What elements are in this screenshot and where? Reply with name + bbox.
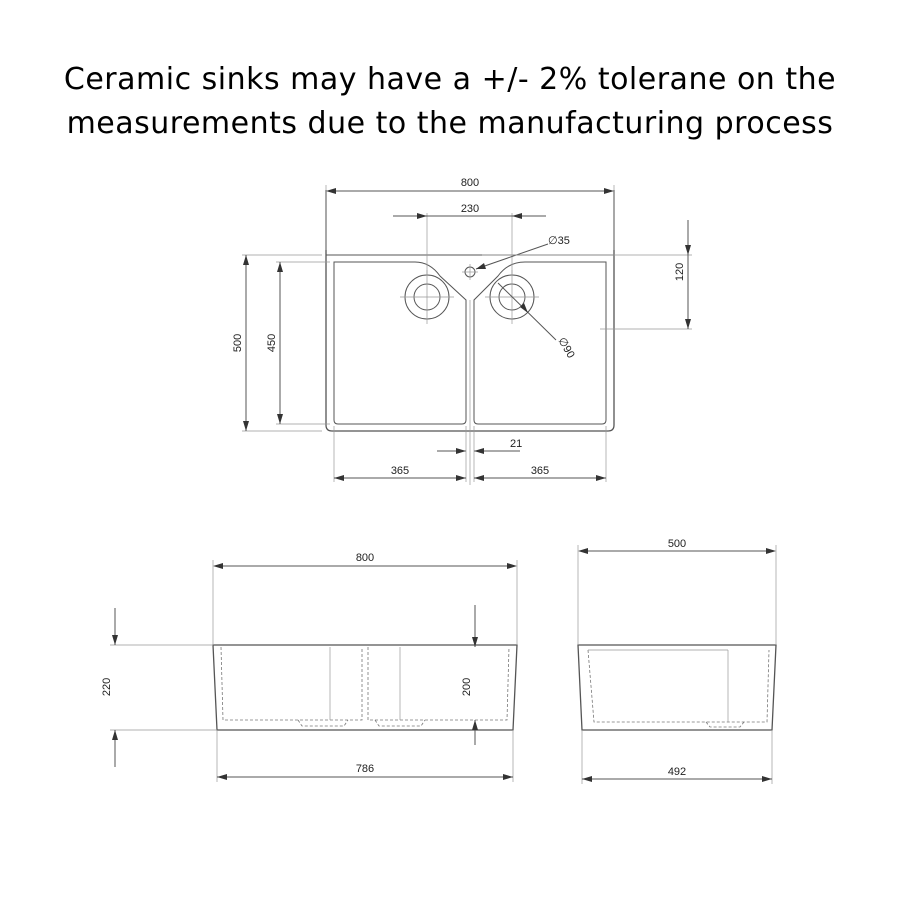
side-view: [578, 538, 776, 784]
dim-front-bottom-width: [217, 730, 513, 782]
dim-label-450: 450: [266, 333, 278, 353]
dim-label-786: 786: [355, 763, 375, 775]
front-right-bowl-hidden: [368, 647, 509, 720]
dim-label-front-800: 800: [355, 552, 375, 564]
dim-side-top-depth: [578, 538, 776, 645]
side-view-outline: [578, 645, 776, 730]
dim-tap-offset: [482, 220, 692, 329]
dim-front-bowl-height: [461, 605, 478, 745]
tolerance-note-line-2: measurements due to the manufacturing process: [66, 106, 834, 141]
dim-label-21: 21: [510, 438, 523, 450]
dim-label-500: 500: [232, 333, 244, 353]
dim-waste-diameter: [498, 283, 577, 360]
dim-label-492: 492: [667, 766, 687, 778]
dim-label-35: ∅35: [548, 235, 570, 247]
dim-tap-hole-diameter: [476, 235, 570, 269]
dim-label-90: ∅90: [555, 335, 577, 361]
dim-label-365-right: 365: [530, 465, 550, 477]
dim-label-230: 230: [460, 203, 480, 215]
dim-front-overall-height: [101, 608, 217, 767]
dim-divider-width: [437, 438, 522, 454]
front-left-bowl-hidden: [221, 647, 362, 720]
dim-label-200: 200: [461, 677, 473, 697]
tolerance-note-line-1: Ceramic sinks may have a +/- 2% tolerane on the: [63, 62, 837, 97]
dim-label-365-left: 365: [390, 465, 410, 477]
dim-front-top-width: [213, 552, 517, 645]
dim-tap-spacing: [393, 203, 546, 275]
dim-label-120: 120: [674, 262, 686, 282]
dim-label-800: 800: [460, 177, 480, 189]
dim-label-side-500: 500: [667, 538, 687, 550]
dim-label-220: 220: [101, 677, 113, 697]
side-bowl-hidden: [588, 650, 769, 722]
top-view: [232, 177, 692, 485]
dim-side-bottom-depth: [582, 730, 772, 784]
left-waste-hole: [400, 270, 454, 324]
front-view: [101, 552, 517, 782]
right-bowl-outline: [474, 262, 606, 424]
dim-bowl-depth: [266, 262, 330, 424]
